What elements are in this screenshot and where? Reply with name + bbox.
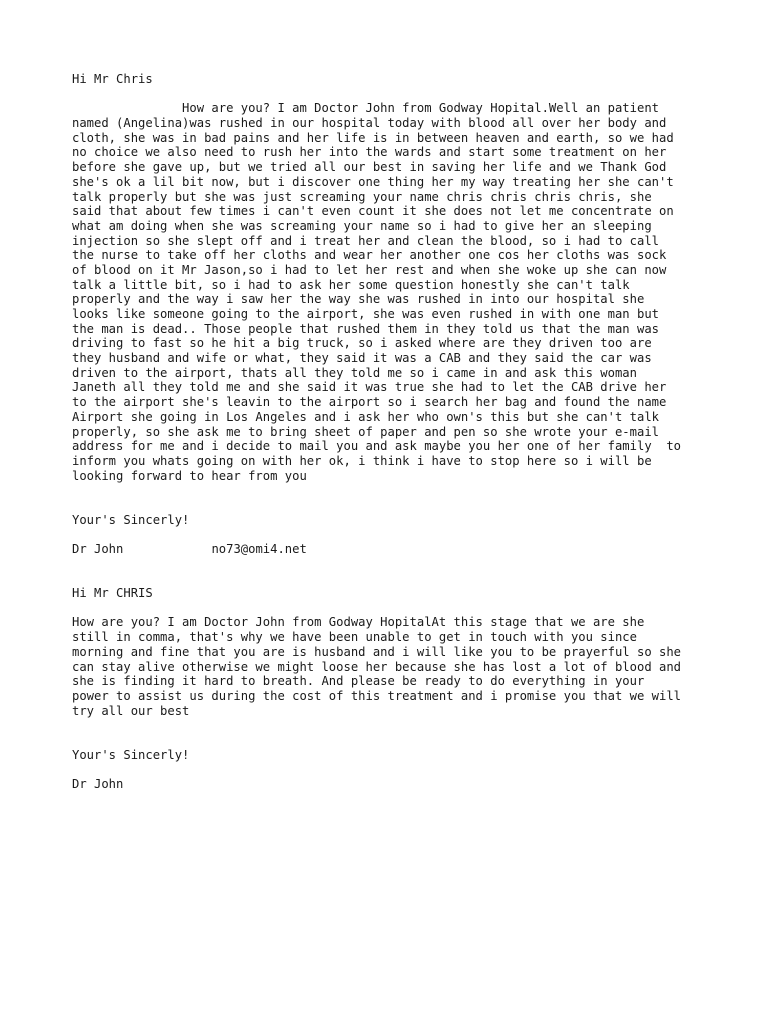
body-line: inform you whats going on with her ok, i think i have to stop here so i will be [72, 453, 652, 468]
body-line: power to assist us during the cost of this treatment and i promise you that we will [72, 688, 682, 703]
body-line: talk properly but she was just screaming your name chris chris chris chris, she [72, 189, 652, 204]
body-line: address for me and i decide to mail you and ask maybe you her one of her family to [72, 439, 682, 454]
letter2-body [72, 615, 712, 718]
body-line: cloth, she was in bad pains and her life is in between heaven and earth, so we had [72, 130, 674, 145]
body-line: of blood on it Mr Jason,so i had to let her rest and when she woke up she can now [72, 262, 667, 277]
document-page [72, 72, 712, 792]
body-line: properly and the way i saw her the way she was rushed in into our hospital she [72, 292, 645, 307]
body-line: the nurse to take off her cloths and wear her another one cos her cloths was sock [72, 248, 667, 263]
body-line: named (Angelina)was rushed in our hospital today with blood all over her body and [72, 116, 667, 131]
body-line: no choice we also need to rush her into the wards and start some treatment on her [72, 145, 667, 160]
body-line: she's ok a lil bit now, but i discover one thing her my way treating her she can't [72, 174, 674, 189]
body-line: driving to fast so he hit a big truck, so i asked where are they driven too are [72, 336, 652, 351]
letter2-signature: Dr John [72, 777, 124, 792]
letter1-signoff [72, 542, 712, 557]
letter1-signature: Dr John [72, 542, 124, 557]
body-line: said that about few times i can't even count it she does not let me concentrate on [72, 204, 674, 219]
letter2-closing: Your's Sincerly! [72, 747, 190, 762]
body-line: How are you? I am Doctor John from Godway HopitalAt this stage that we are she [72, 615, 645, 630]
body-line: injection so she slept off and i treat her and clean the blood, so i had to call [72, 233, 659, 248]
body-line: talk a little bit, so i had to ask her some question honestly she can't talk [72, 277, 630, 292]
body-line: before she gave up, but we tried all our best in saving her life and we Thank God [72, 160, 667, 175]
body-line: Airport she going in Los Angeles and i ask her who own's this but she can't talk [72, 409, 659, 424]
body-line: looking forward to hear from you [72, 468, 307, 483]
body-line: to the airport she's leavin to the airport so i search her bag and found the name [72, 395, 667, 410]
body-line: Janeth all they told me and she said it was true she had to let the CAB drive her [72, 380, 667, 395]
letter1-greeting: Hi Mr Chris [72, 72, 153, 86]
body-line: How are you? I am Doctor John from Godway Hopital.Well an patient [72, 101, 659, 116]
letter1-closing: Your's Sincerly! [72, 512, 190, 527]
body-line: properly, so she ask me to bring sheet of paper and pen so she wrote your e-mail [72, 424, 659, 439]
body-line: the man is dead.. Those people that rushed them in they told us that the man was [72, 321, 659, 336]
body-line: they husband and wife or what, they said it was a CAB and they said the car was [72, 351, 652, 366]
body-line: morning and fine that you are is husband and i will like you to be prayerful so she [72, 644, 682, 659]
body-line: looks like someone going to the airport, she was even rushed in with one man but [72, 307, 659, 321]
body-line: what am doing when she was screaming your name so i had to give her an sleeping [72, 218, 652, 233]
letter2-greeting: Hi Mr CHRIS [72, 586, 153, 601]
letter1-body [72, 101, 712, 483]
body-line: try all our best [72, 703, 190, 718]
body-line: driven to the airport, thats all they told me so i came in and ask this woman [72, 365, 637, 380]
sender-email: no73@omi4.net [211, 542, 307, 557]
body-line: can stay alive otherwise we might loose her because she has lost a lot of blood and [72, 659, 682, 674]
body-line: still in comma, that's why we have been unable to get in touch with you since [72, 630, 637, 645]
body-line: she is finding it hard to breath. And please be ready to do everything in your [72, 674, 645, 689]
